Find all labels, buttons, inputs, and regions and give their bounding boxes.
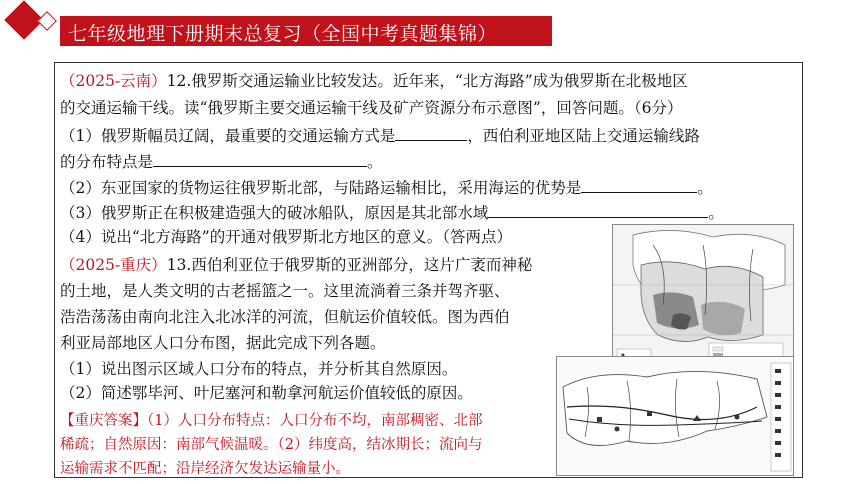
q13-line1 [60,256,532,274]
q12-part1-d: 。 [367,153,383,171]
answer-blank[interactable] [581,178,697,193]
q12-source: （2025-云南） [60,72,167,90]
q12-part1-b: ，西伯利亚地区陆上交通运输线路 [467,127,700,145]
page-title: 七年级地理下册期末总复习（全国中考真题集锦） [68,23,498,45]
answer-blank[interactable] [153,152,367,167]
q13-part1: （1）说出图示区域人口分布的特点，并分析其自然原因。 [60,360,458,378]
answer-blank[interactable] [395,126,467,141]
answer-blank[interactable] [488,203,708,218]
small-diamond-icon [37,11,57,31]
q12-part2-b: 。 [697,179,713,197]
answer-line2: 稀疏；自然原因：南部气候温暖。（2）纬度高，结冰期长；流向与 [60,437,483,453]
q13-line3: 浩浩荡荡由南向北注入北冰洋的河流，但航运价值较低。图为西伯 [60,308,510,326]
q12-part4-line: （4）说出“北方海路”的开通对俄罗斯北方地区的意义。（答两点） [60,228,512,246]
transport-map-graphic [557,357,793,475]
answer-line3: 运输需求不匹配；沿岸经济欠发达运输量小。 [60,461,350,477]
answer-label: 【重庆答案】 [60,413,147,429]
answer-line1 [60,412,482,430]
q12-line1 [60,72,688,90]
q12-part1-line2 [60,152,383,171]
siberia-population-map [612,224,794,372]
q13-line4: 利亚局部地区人口分布图，据此完成下列各题。 [60,334,386,352]
q12-line2: 的交通运输干线。读“俄罗斯主要交通运输干线及矿产资源分布示意图”，回答问题。（6分） [60,99,683,117]
q12-part1-a: （1）俄罗斯幅员辽阔，最重要的交通运输方式是 [60,127,396,145]
q12-stem-1: 12.俄罗斯交通运输业比较发达。近年来，“北方海路”成为俄罗斯在北极地区 [166,72,688,90]
q13-part2: （2）简述鄂毕河、叶尼塞河和勒拿河航运价值较低的原因。 [60,384,473,402]
answer-text-1: （1）人口分布特点：人口分布不均，南部稠密、北部 [147,413,483,429]
q12-part1-line [60,126,700,145]
q12-part2-line [60,178,713,197]
q12-part3-a: （3）俄罗斯正在积极建造强大的破冰船队，原因是其北部水域 [60,204,489,222]
q12-part3-line [60,203,724,222]
q13-stem-1: 13.西伯利亚位于俄罗斯的亚洲部分，这片广袤而神秘 [166,256,533,274]
population-map-graphic [613,225,793,371]
q12-part1-c: 的分布特点是 [60,153,154,171]
q12-part3-b: 。 [708,204,724,222]
q13-source: （2025-重庆） [60,256,167,274]
q13-line2: 的土地，是人类文明的古老摇篮之一。这里流淌着三条并驾齐驱、 [60,282,510,300]
q12-part2-a: （2）东亚国家的货物运往俄罗斯北部，与陆路运输相比，采用海运的优势是 [60,179,582,197]
russia-transport-map [556,356,794,476]
